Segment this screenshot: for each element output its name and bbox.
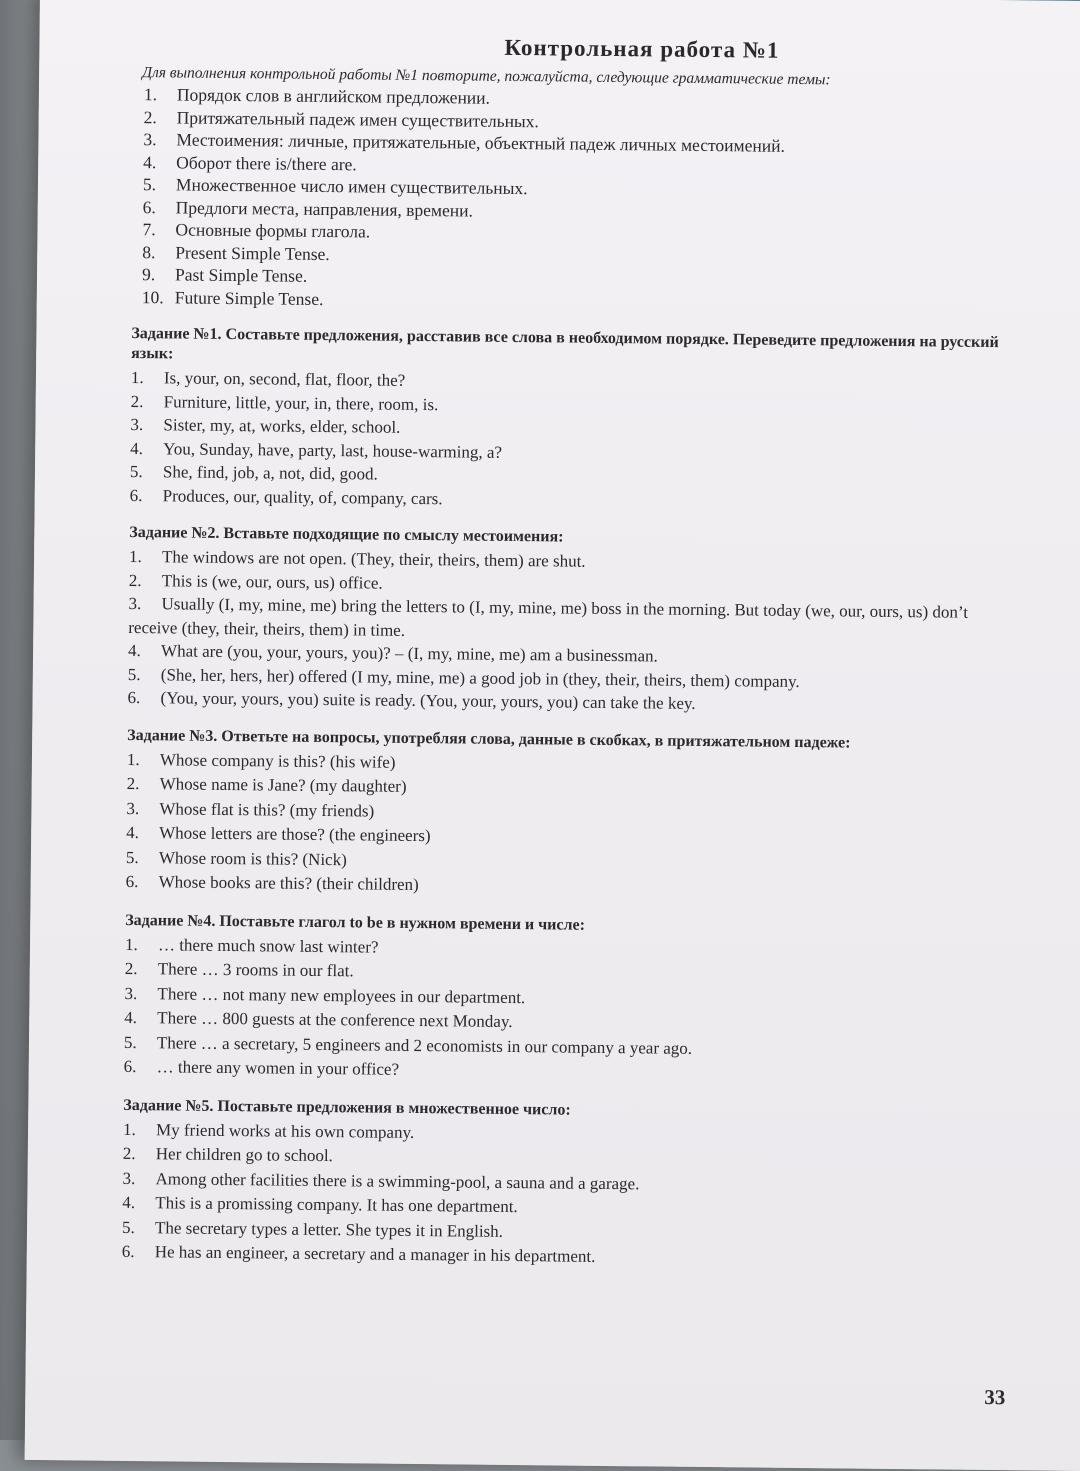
task-1-item-number: 2.: [130, 391, 144, 411]
task-2-list: [127, 545, 1004, 719]
task-1-item-number: 6.: [129, 485, 143, 505]
task-1: [130, 324, 1007, 516]
task-3-item-number: 4.: [126, 822, 140, 843]
topic-item-text: Местоимения: личные, притяжательные, объектный падеж личных местоимений.: [176, 129, 785, 156]
topic-item-text: Future Simple Tense.: [174, 286, 324, 309]
topic-item-text: Present Simple Tense.: [175, 241, 330, 264]
task-5-instruction: Поставьте предложения в множественное число:: [217, 1097, 571, 1119]
task-3-label: Задание №3.: [127, 726, 218, 745]
task-1-label: Задание №1.: [131, 324, 222, 343]
topic-item-number: 7.: [142, 219, 156, 240]
task-2-item-number: 3.: [128, 593, 142, 614]
intro-text: Для выполнения контрольной работы №1 повторите, пожалуйста, следующие грамматические темы:: [142, 64, 831, 89]
task-3-item-text: Whose books are this? (their children): [158, 872, 419, 895]
task-1-item-text: Furniture, little, your, in, there, room, is.: [163, 391, 439, 414]
task-4-item-number: 3.: [124, 983, 138, 1003]
task-3-item-text: Whose name is Jane? (my daughter): [159, 774, 407, 796]
task-1-instruction: Составьте предложения, расставив все слова в необходимом порядке. Переведите предложения на русский язык:: [131, 325, 999, 363]
task-3-list: [126, 747, 1002, 903]
task-1-item-text: You, Sunday, have, party, last, house-warming, a?: [163, 438, 503, 462]
task-3-item-number: 6.: [125, 871, 139, 892]
task-5-item-text: This is a promissing company. It has one department.: [155, 1193, 518, 1217]
task-2-item-number: 4.: [127, 640, 141, 661]
task-1-item-number: 4.: [130, 438, 144, 458]
task-1-item-number: 1.: [130, 367, 144, 388]
page-content: [122, 31, 1010, 1274]
task-3-item-text: Whose flat is this? (my friends): [159, 798, 375, 821]
task-5-item-number: 1.: [122, 1119, 136, 1139]
task-4-item-number: 4.: [124, 1007, 138, 1028]
task-1-heading: [131, 324, 1006, 373]
task-5-item-number: 3.: [122, 1168, 136, 1188]
task-3: [126, 725, 1003, 903]
task-5-item-number: 6.: [121, 1241, 135, 1262]
task-2-item-text: What are (you, your, yours, you)? – (I, my, mine, me) am a businessman.: [160, 641, 658, 666]
task-1-item-number: 3.: [130, 414, 144, 435]
topic-item-text: Оборот there is/there are.: [176, 151, 357, 174]
task-5-item-text: He has an engineer, a secretary and a manager in his department.: [154, 1242, 596, 1266]
topic-item-text: Предлоги места, направления, времени.: [175, 196, 474, 221]
task-3-item-number: 3.: [126, 798, 140, 818]
task-5-item-number: 2.: [122, 1143, 136, 1164]
task-4-item-text: … there much snow last winter?: [157, 934, 379, 957]
task-1-item-number: 5.: [129, 461, 143, 482]
task-5-item-number: 5.: [121, 1217, 135, 1237]
task-4-item-number: 5.: [123, 1032, 137, 1052]
task-2-item-text: Usually (I, my, mine, me) bring the letters to (I, my, mine, me) boss in the morning. But today (we, our, ours, us) don’t receive (they, their, theirs, them) in time.: [128, 594, 969, 640]
task-4-list: [124, 932, 1000, 1088]
task-4-instruction: Поставьте глагол to be в нужном времени и числе:: [219, 912, 586, 934]
task-3-item-number: 2.: [126, 773, 140, 794]
topic-item-text: Притяжательный падеж имен существительных.: [176, 106, 539, 131]
task-4-label: Задание №4.: [125, 911, 216, 930]
task-4-item-text: … there any women in your office?: [156, 1057, 400, 1079]
task-2-item-text: (You, your, yours, you) suite is ready. (You, your, yours, you) can take the key.: [160, 688, 696, 713]
task-2-item-text: The windows are not open. (They, their, theirs, them) are shut.: [161, 547, 586, 571]
task-4: [124, 910, 1001, 1088]
task-4-item-text: There … a secretary, 5 engineers and 2 economists in our company a year ago.: [156, 1032, 693, 1058]
task-5-label: Задание №5.: [123, 1096, 214, 1115]
task-2-item-number: 1.: [128, 546, 142, 567]
task-1-item-text: Produces, our, quality, of, company, cars.: [162, 485, 443, 508]
task-3-item-text: Whose room is this? (Nick): [158, 847, 347, 869]
task-2-item-text: (She, her, hers, her) offered (I my, mine, me) a good job in (they, their, theirs, them) company.: [160, 664, 800, 691]
task-4-item-text: There … 3 rooms in our flat.: [157, 959, 354, 981]
page-title: Контрольная работа №1: [504, 34, 780, 63]
topics-list: [132, 83, 1009, 317]
topic-item-number: 6.: [142, 196, 156, 217]
page-number: 33: [984, 1384, 1006, 1410]
topic-item-number: 2.: [143, 106, 157, 127]
task-2-item-number: 6.: [127, 687, 141, 708]
task-5-item-number: 4.: [122, 1192, 136, 1213]
task-5-item-text: My friend works at his own company.: [155, 1119, 415, 1142]
task-3-item-text: Whose letters are those? (the engineers): [159, 823, 431, 846]
topic-item-number: 4.: [143, 151, 157, 172]
topic-item-text: Порядок слов в английском предложении.: [176, 84, 491, 108]
topic-item-number: 10.: [141, 286, 164, 307]
task-5-item-text: Among other facilities there is a swimming-pool, a sauna and a garage.: [155, 1168, 640, 1193]
task-2-item-number: 5.: [127, 664, 141, 684]
task-5-item-text: The secretary types a letter. She types it in English.: [154, 1217, 504, 1241]
topic-item-number: 5.: [142, 174, 157, 195]
topic-item-text: Основные формы глагола.: [175, 219, 371, 242]
task-5-item-text: Her children go to school.: [155, 1144, 333, 1166]
task-2-item-number: 2.: [128, 570, 142, 590]
task-4-item-number: 1.: [124, 934, 138, 954]
worksheet-page: [25, 0, 1080, 1471]
task-5-list: [122, 1117, 998, 1273]
task-1-item-text: She, find, job, a, not, did, good.: [162, 462, 378, 484]
topic-item-number: 1.: [143, 84, 158, 105]
task-4-item-number: 2.: [124, 958, 138, 979]
task-2: [127, 523, 1004, 719]
task-4-item-text: There … 800 guests at the conference next Monday.: [157, 1008, 513, 1032]
task-2-label: Задание №2.: [129, 523, 220, 542]
topic-item-text: Past Simple Tense.: [174, 264, 308, 286]
task-4-item-number: 6.: [123, 1056, 137, 1077]
task-5: [122, 1095, 999, 1273]
task-1-item-text: Is, your, on, second, flat, floor, the?: [163, 368, 406, 390]
task-3-instruction: Ответьте на вопросы, употребляя слова, данные в скобках, в притяжательном падеже:: [221, 727, 851, 752]
task-3-item-number: 1.: [126, 749, 140, 769]
topic-item-number: 9.: [141, 264, 156, 285]
task-1-list: [130, 366, 1006, 516]
topic-item-text: Множественное число имен существительных.: [175, 174, 528, 199]
task-1-item-text: Sister, my, at, works, elder, school.: [163, 415, 401, 437]
task-2-item-text: This is (we, our, ours, us) office.: [161, 570, 383, 593]
topic-item-number: 3.: [143, 129, 157, 150]
task-3-item-text: Whose company is this? (his wife): [159, 749, 396, 772]
task-2-instruction: Вставьте подходящие по смыслу местоимения:: [223, 524, 564, 546]
task-4-item-text: There … not many new employees in our department.: [157, 983, 526, 1007]
task-3-item-number: 5.: [125, 847, 139, 867]
topic-item-number: 8.: [142, 241, 156, 262]
